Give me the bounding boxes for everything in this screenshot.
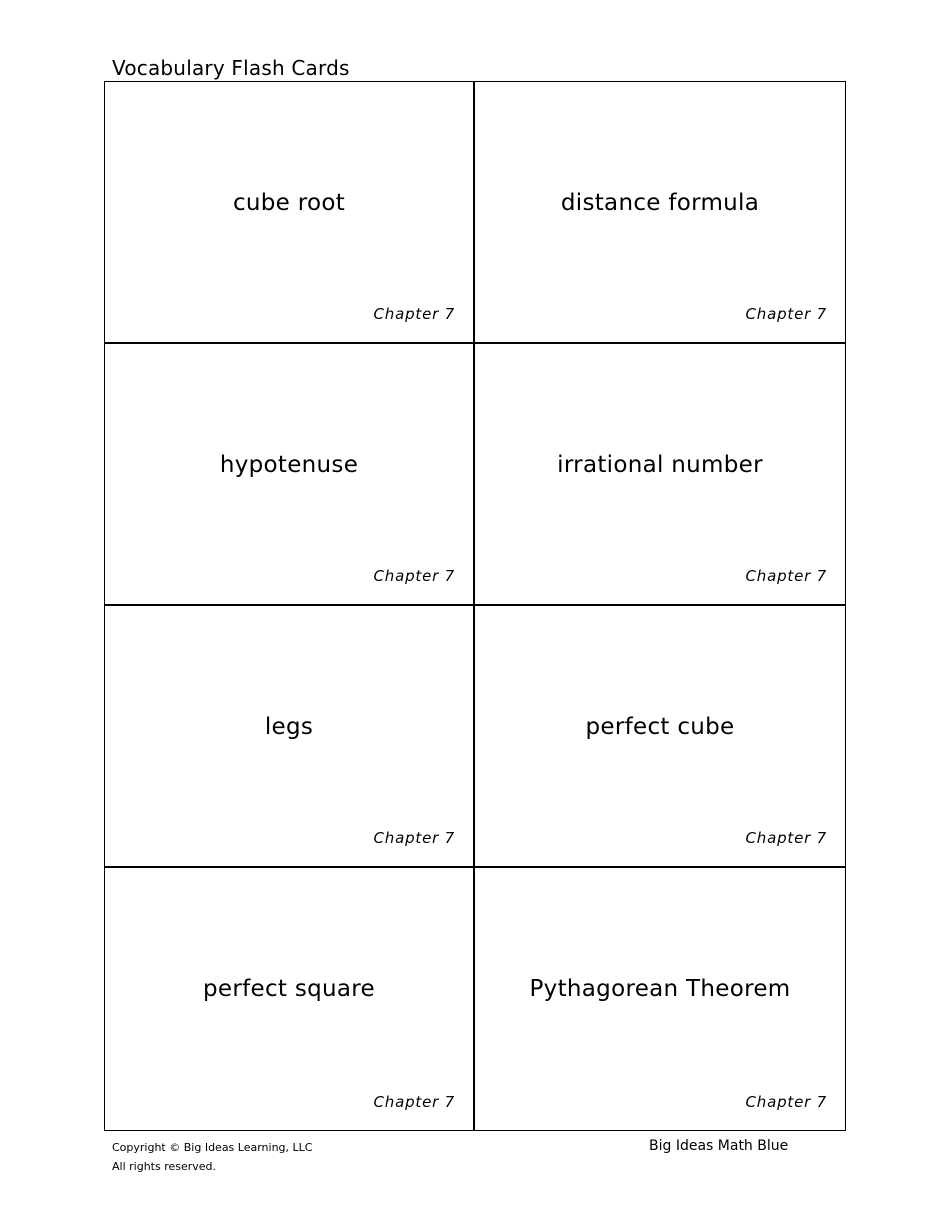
card-chapter: Chapter 7 <box>745 829 827 847</box>
card-term: hypotenuse <box>219 452 359 478</box>
flash-card <box>105 868 475 1130</box>
rights-line: All rights reserved. <box>112 1160 217 1173</box>
copyright-notice <box>112 1138 312 1176</box>
flash-card-grid <box>104 81 846 1131</box>
flash-card <box>475 868 845 1130</box>
flash-card <box>475 606 845 868</box>
card-chapter: Chapter 7 <box>373 1093 455 1111</box>
card-term: Pythagorean Theorem <box>529 976 791 1002</box>
card-term: distance formula <box>560 190 760 216</box>
card-term: perfect square <box>203 976 375 1002</box>
card-chapter: Chapter 7 <box>373 829 455 847</box>
card-term: perfect cube <box>585 714 735 740</box>
flash-card <box>105 344 475 606</box>
card-chapter: Chapter 7 <box>745 1093 827 1111</box>
flash-card <box>105 606 475 868</box>
card-chapter: Chapter 7 <box>373 567 455 585</box>
card-chapter: Chapter 7 <box>745 567 827 585</box>
flash-card <box>475 344 845 606</box>
card-term: cube root <box>232 190 346 216</box>
brand-name: Big Ideas Math Blue <box>649 1138 789 1154</box>
card-chapter: Chapter 7 <box>373 305 455 323</box>
flash-card <box>475 82 845 344</box>
copyright-line: Copyright © Big Ideas Learning, LLC <box>112 1141 313 1154</box>
flash-card <box>105 82 475 344</box>
page-title: Vocabulary Flash Cards <box>112 56 350 80</box>
card-term: legs <box>264 714 314 740</box>
card-chapter: Chapter 7 <box>745 305 827 323</box>
card-term: irrational number <box>557 452 763 478</box>
